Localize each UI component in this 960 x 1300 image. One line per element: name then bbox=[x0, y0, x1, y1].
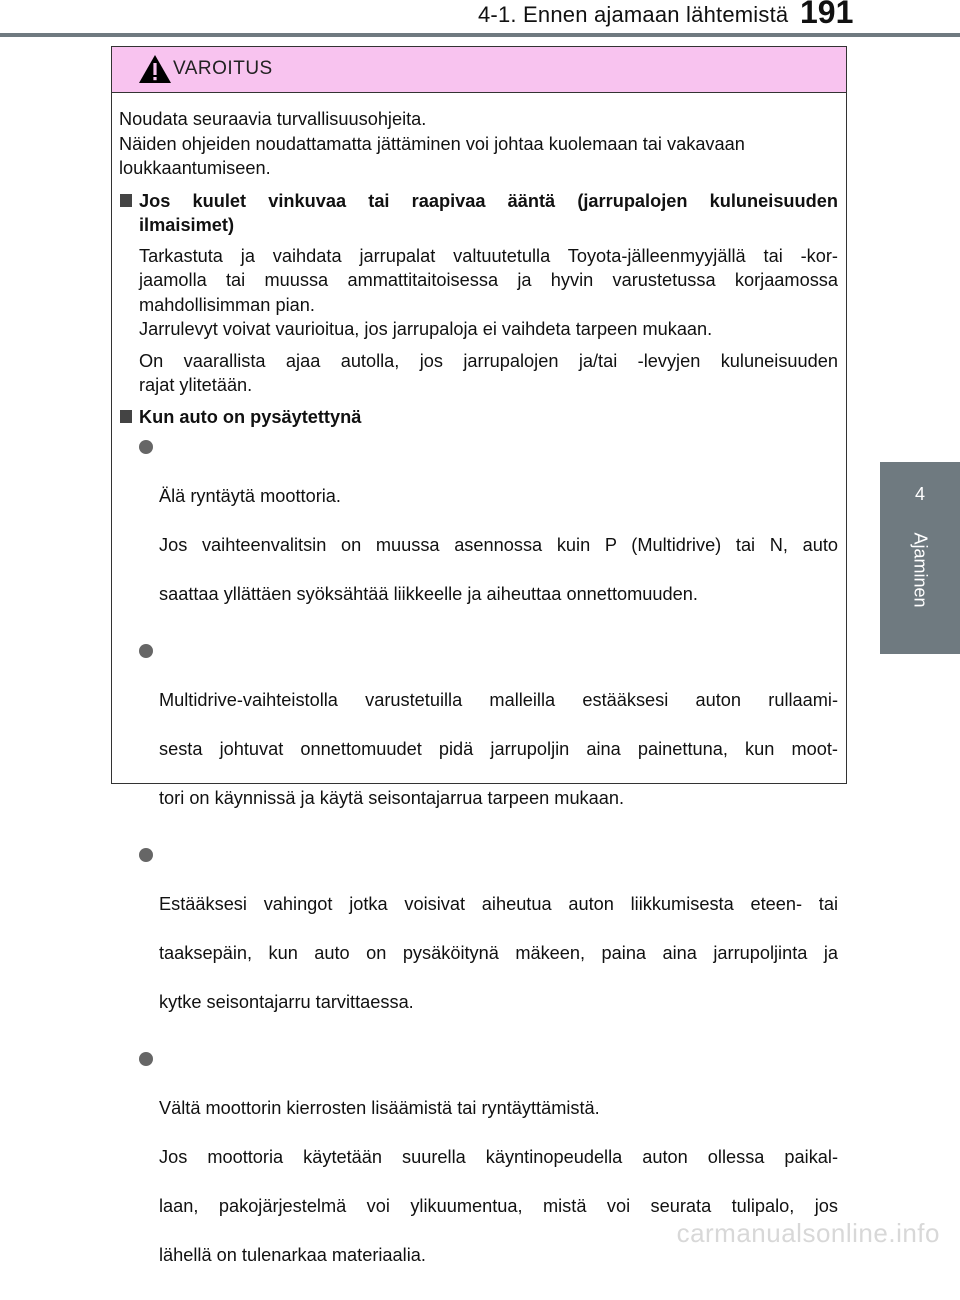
section-heading-parked bbox=[119, 405, 838, 430]
heading-line: Jos kuulet vinkuvaa tai raapivaa ääntä (jarrupalojen kuluneisuuden bbox=[139, 190, 838, 211]
chapter-side-tab[interactable] bbox=[880, 462, 960, 654]
round-bullet-icon bbox=[139, 1052, 153, 1066]
page-number: 191 bbox=[800, 0, 854, 30]
warning-header bbox=[112, 47, 846, 93]
paragraph-line: On vaarallista ajaa autolla, jos jarrupalojen ja/tai -levyjen kuluneisuuden bbox=[139, 350, 838, 371]
header-rule bbox=[0, 33, 960, 37]
round-bullet-icon bbox=[139, 440, 153, 454]
warning-triangle-icon bbox=[138, 54, 172, 84]
list-item-line: laan, pakojärjestelmä voi ylikuumentua, mistä voi seurata tulipalo, jos bbox=[159, 1196, 838, 1216]
list-item-line: kytke seisontajarru tarvittaessa. bbox=[159, 992, 414, 1012]
header-section-title: 4-1. Ennen ajamaan lähtemistä bbox=[478, 2, 789, 27]
list-item-line: Jos vaihteenvalitsin on muussa asennossa kuin P (Multidrive) tai N, auto bbox=[159, 535, 838, 555]
intro-line: Näiden ohjeiden noudattamatta jättäminen voi johtaa kuolemaan tai vakavaan bbox=[119, 133, 745, 154]
round-bullet-icon bbox=[139, 644, 153, 658]
paragraph bbox=[119, 349, 838, 398]
list-item-line: Vältä moottorin kierrosten lisäämistä tai ryntäyttämistä. bbox=[159, 1098, 600, 1118]
paragraph-line: jaamolla tai muussa ammattitaitoisessa ja hyvin varustetussa korjaamossa bbox=[139, 270, 838, 290]
list-item bbox=[119, 639, 838, 835]
intro-line: loukkaantumiseen. bbox=[119, 158, 271, 178]
list-item-line: tori on käynnissä ja käytä seisontajarrua tarpeen mukaan. bbox=[159, 788, 625, 808]
section-heading-brake-pads bbox=[119, 189, 838, 238]
list-item-line: sesta johtuvat onnettomuudet pidä jarrupoljin aina painettuna, kun moot- bbox=[159, 739, 838, 759]
list-item-line: Estääksesi vahingot jotka voisivat aiheutua auton liikkumisesta eteen- tai bbox=[159, 894, 838, 914]
chapter-number: 4 bbox=[914, 484, 925, 504]
list-item-line: Jos moottoria käytetään suurella käyntinopeudella auton ollessa paikal- bbox=[159, 1147, 838, 1167]
list-item bbox=[119, 843, 838, 1039]
paragraph-line: Jarrulevyt voivat vaurioitua, jos jarrupaloja ei vaihdeta tarpeen mukaan. bbox=[139, 319, 713, 339]
warning-title: VAROITUS bbox=[173, 58, 273, 79]
heading-line: Kun auto on pysäytettynä bbox=[139, 406, 362, 427]
list-item-line: taaksepäin, kun auto on pysäköitynä mäkeen, paina aina jarrupoljinta ja bbox=[159, 943, 838, 963]
list-item-line: Älä ryntäytä moottoria. bbox=[159, 486, 341, 506]
list-item-line: Multidrive-vaihteistolla varustetuilla malleilla estääksesi auton rullaami- bbox=[159, 690, 838, 710]
chapter-title: Ajaminen bbox=[910, 532, 931, 608]
paragraph-line: mahdollisimman pian. bbox=[139, 294, 315, 315]
paragraph-line: Tarkastuta ja vaihdata jarrupalat valtuutetulla Toyota-jälleenmyyjällä tai -kor- bbox=[139, 245, 838, 266]
list-item bbox=[119, 1047, 838, 1292]
heading-line: ilmaisimet) bbox=[139, 215, 235, 235]
watermark: carmanualsonline.info bbox=[676, 1218, 940, 1248]
paragraph bbox=[119, 244, 838, 342]
paragraph-line: rajat ylitetään. bbox=[139, 375, 253, 395]
list-item-line: saattaa yllättäen syöksähtää liikkeelle ja aiheuttaa onnettomuuden. bbox=[159, 584, 698, 604]
square-bullet-icon bbox=[120, 194, 132, 207]
square-bullet-icon bbox=[120, 410, 132, 423]
list-item-line: lähellä on tulenarkaa materiaalia. bbox=[159, 1245, 426, 1265]
round-bullet-icon bbox=[139, 848, 153, 862]
warning-content bbox=[119, 107, 838, 1300]
list-item bbox=[119, 435, 838, 631]
intro-paragraph bbox=[119, 107, 838, 181]
intro-line: Noudata seuraavia turvallisuusohjeita. bbox=[119, 109, 427, 129]
